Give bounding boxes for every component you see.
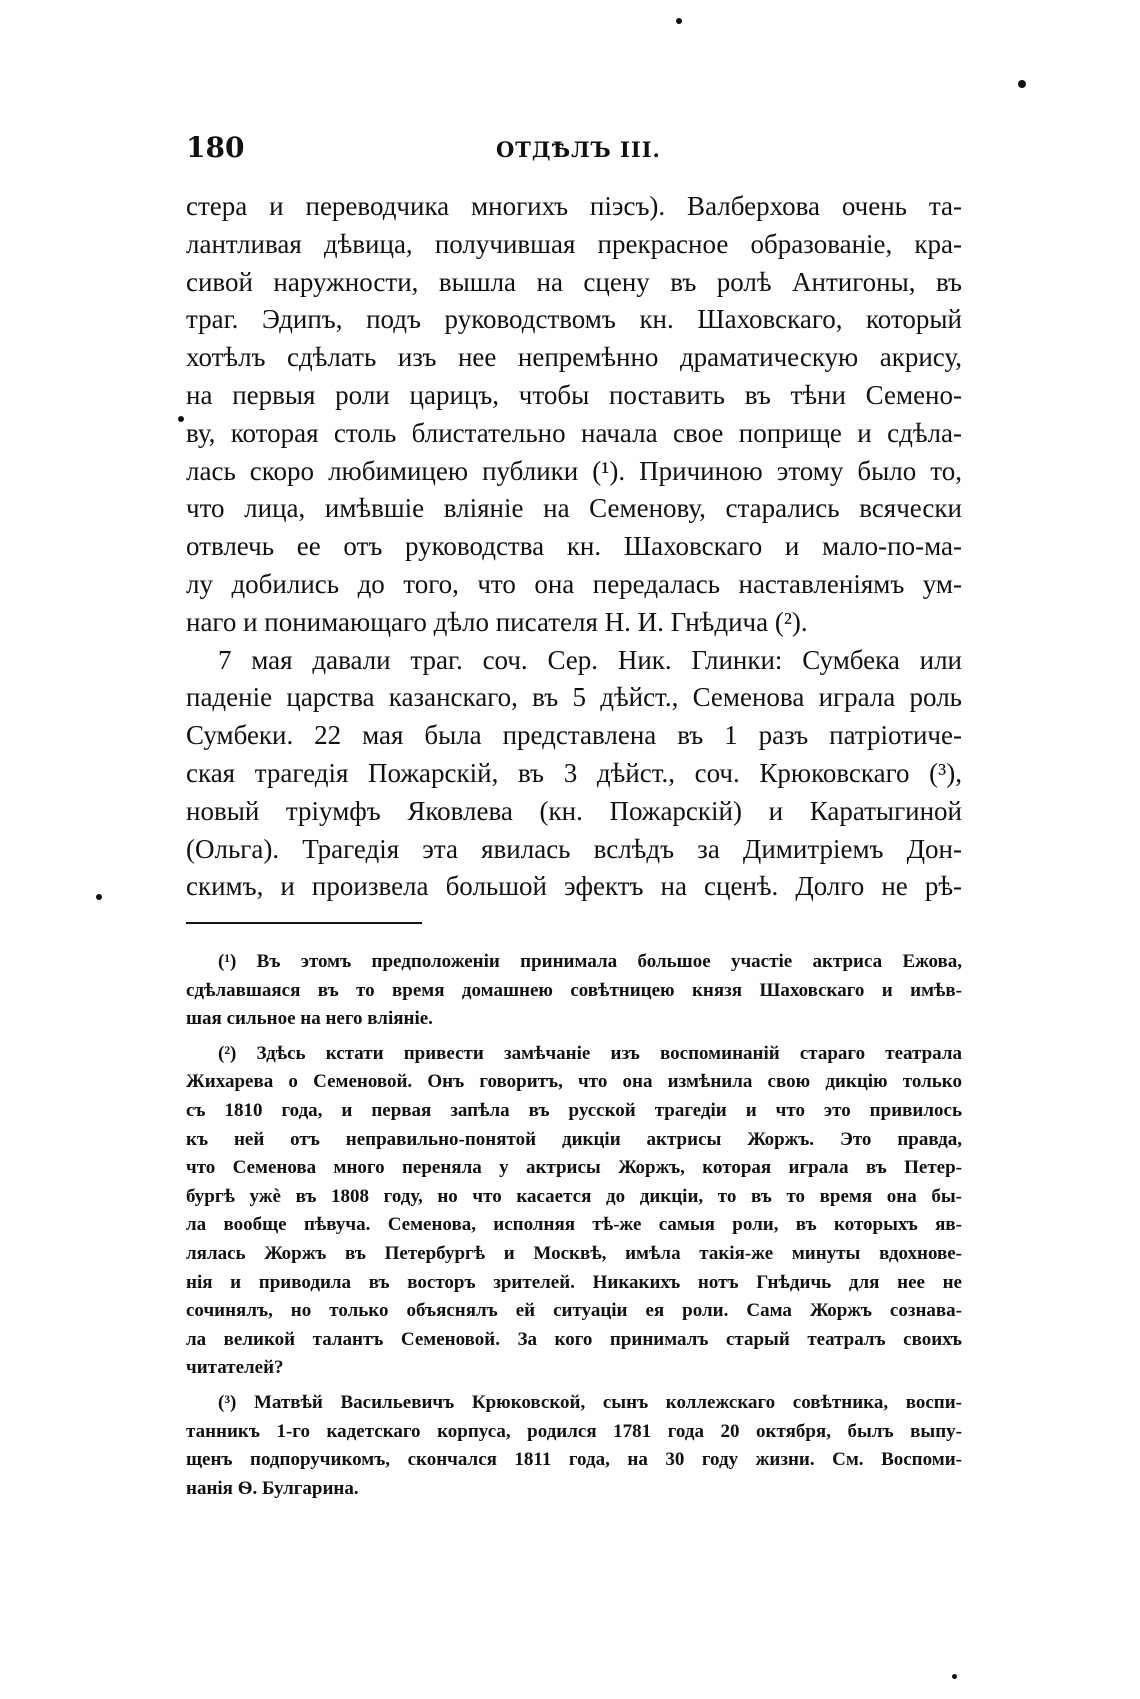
footnote-line: (²) Здѣсь кстати привести замѣчаніе изъ воспоминаній стараго театрала — [218, 1042, 962, 1064]
text-line: Сумбеки. 22 мая была представлена въ 1 разъ патріотиче- — [186, 720, 962, 751]
scan-speck — [952, 1674, 957, 1679]
main-text — [186, 188, 962, 906]
footnote-1 — [186, 948, 962, 1034]
footnote-line: Жихарева о Семеновой. Онъ говоритъ, что она измѣнила свою дикцію только — [186, 1071, 962, 1093]
text-line: на первыя роли царицъ, чтобы поставить въ тѣни Семено- — [186, 379, 962, 410]
footnote-line: ла вообще пѣвуча. Семенова, исполняя тѣ-же самыя роли, въ которыхъ яв- — [186, 1214, 962, 1236]
footnote-line: нія и приводила въ восторъ зрителей. Никакихъ нотъ Гнѣдичь для нее не — [186, 1271, 962, 1293]
scan-speck — [178, 416, 184, 422]
footnote-line: съ 1810 года, и первая запѣла въ русской трагедіи и что это привилось — [186, 1099, 962, 1121]
book-page — [186, 0, 962, 1699]
scan-speck — [1018, 80, 1026, 88]
footnotes — [186, 948, 962, 1509]
text-line: что лица, имѣвшіе вліяніе на Семенову, старались всячески — [186, 493, 962, 524]
text-line: лу добились до того, что она передалась наставленіямъ ум- — [186, 568, 962, 599]
footnote-2 — [186, 1040, 962, 1383]
footnote-line: что Семенова много переняла у актрисы Жоржъ, которая играла въ Петер- — [186, 1157, 962, 1179]
footnote-line: шая сильное на него вліяніе. — [186, 1008, 433, 1030]
text-line: стера и переводчика многихъ піэсъ). Валберхова очень та- — [186, 191, 962, 221]
scan-speck — [676, 18, 682, 24]
text-line: сивой наружности, вышла на сцену въ ролѣ Антигоны, въ — [186, 266, 962, 297]
page-number: 180 — [186, 131, 245, 164]
footnote-separator — [186, 922, 422, 924]
footnote-line: лялась Жоржъ въ Петербургѣ и Москвѣ, имѣла такія-же минуты вдохнове- — [186, 1242, 962, 1264]
page-header — [186, 128, 962, 168]
text-line: отвлечь ее отъ руководства кн. Шаховскаго и мало-по-ма- — [186, 531, 962, 562]
footnote-line: читателей? — [186, 1357, 284, 1379]
text-line: паденіе царства казанскаго, въ 5 дѣйст., Семенова играла роль — [186, 682, 962, 713]
footnote-line: (¹) Въ этомъ предположеніи принимала большое участіе актриса Ежова, — [218, 951, 962, 972]
text-line: траг. Эдипъ, подъ руководствомъ кн. Шаховскаго, который — [186, 304, 962, 335]
footnote-line: (³) Матвѣй Васильевичъ Крюковской, сынъ коллежскаго совѣтника, воспи- — [218, 1391, 962, 1413]
footnote-line: сочинялъ, но только объяснялъ ей ситуаціи ея роли. Сама Жоржъ сознава- — [186, 1300, 962, 1322]
footnote-line: щенъ подпоручикомъ, скончался 1811 года, на 30 году жизни. См. Воспоми- — [186, 1449, 962, 1471]
text-line: новый тріумфъ Яковлева (кн. Пожарскій) и Каратыгиной — [186, 795, 962, 826]
text-line: скимъ, и произвела большой эфектъ на сценѣ. Долго не рѣ- — [186, 871, 962, 902]
footnote-line: бургѣ ужè въ 1808 году, но что касается до дикціи, то въ то время она бы- — [186, 1185, 962, 1207]
text-line: лантливая дѣвица, получившая прекрасное образованіе, кра- — [186, 228, 962, 259]
footnote-line: ла великой талантъ Семеновой. За кого принималъ старый театралъ своихъ — [186, 1328, 962, 1350]
footnote-3 — [186, 1389, 962, 1503]
text-line: 7 мая давали траг. соч. Сер. Ник. Глинки: Сумбека или — [218, 644, 962, 675]
text-line: лась скоро любимицею публики (¹). Причиною этому было то, — [186, 455, 962, 486]
running-head: ОТДѢЛЪ III. — [496, 137, 661, 162]
footnote-line: сдѣлавшаяся въ то время домашнею совѣтницею князя Шаховскаго и имѣв- — [186, 979, 962, 1001]
footnote-line: нанія Ѳ. Булгарина. — [186, 1477, 359, 1499]
scan-speck — [96, 894, 102, 900]
text-line: (Ольга). Трагедія эта явилась вслѣдъ за Димитріемъ Дон- — [186, 833, 962, 864]
text-line: ская трагедія Пожарскій, въ 3 дѣйст., соч. Крюковскаго (³), — [186, 757, 962, 788]
text-line: наго и понимающаго дѣло писателя Н. И. Гнѣдича (²). — [186, 606, 808, 637]
footnote-line: танникъ 1-го кадетскаго корпуса, родился 1781 года 20 октября, былъ выпу- — [186, 1420, 962, 1442]
text-line: ву, которая столь блистательно начала свое поприще и сдѣла- — [186, 417, 962, 448]
footnote-line: къ ней отъ неправильно-понятой дикціи актрисы Жоржъ. Это правда, — [186, 1128, 962, 1150]
text-line: хотѣлъ сдѣлать изъ нее непремѣнно драматическую акрису, — [186, 342, 962, 373]
